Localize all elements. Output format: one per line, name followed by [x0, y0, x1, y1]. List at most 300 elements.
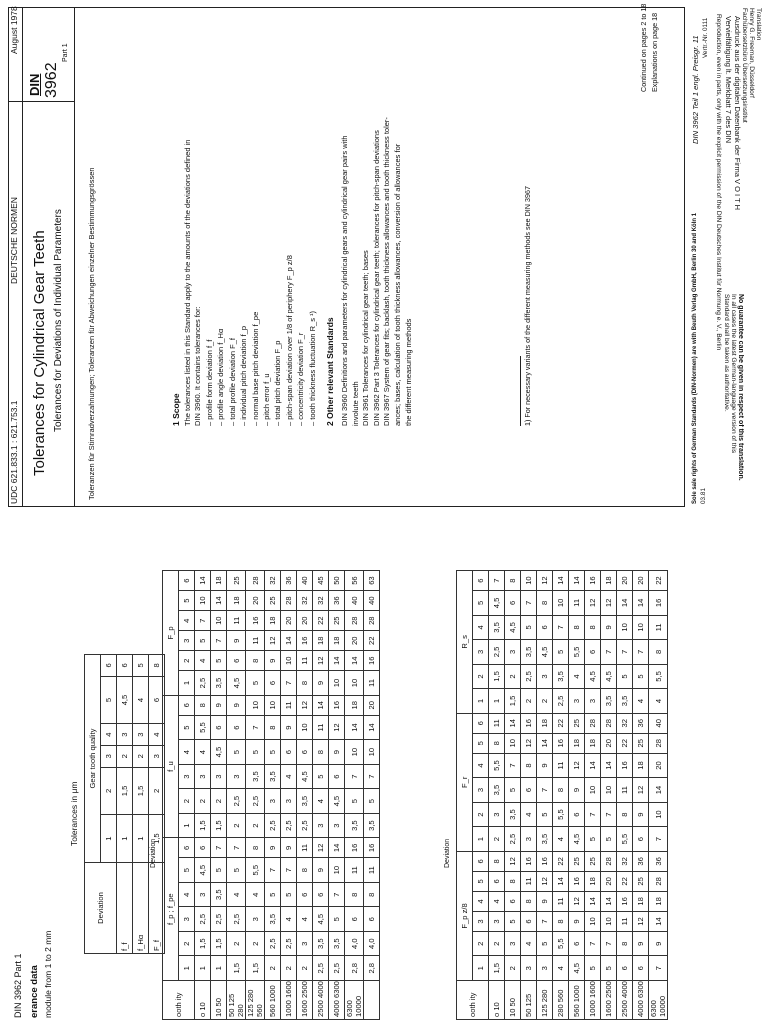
doc-code: 03.81 — [700, 488, 707, 504]
table-cell: 4 — [227, 882, 246, 907]
table-cell: 2 — [101, 767, 117, 815]
table-cell: 11 — [246, 631, 265, 651]
table-cell: 11 — [281, 695, 297, 715]
table-cell: 9 — [569, 911, 585, 931]
table-cell: 1,5 — [117, 767, 133, 815]
table-row — [211, 571, 227, 1020]
table-cell: 14 — [329, 651, 345, 671]
table-cell: 11 — [364, 858, 380, 883]
table-cell: 7 — [489, 571, 505, 591]
table-cell: 6300 10000 — [649, 981, 668, 1020]
table-cell: 14 — [585, 753, 601, 778]
table-cell: 4 — [313, 789, 329, 814]
table-cell: 5 — [473, 733, 489, 753]
table-cell: 5 — [195, 631, 211, 651]
table-cell: 7 — [601, 640, 617, 665]
table-cell: 18 — [569, 733, 585, 753]
table-cell: 10 — [265, 695, 281, 715]
table-cell: 125 280 — [537, 981, 553, 1020]
table-cell: 4,5 — [195, 858, 211, 883]
list-item: DIN 3961 Tolerances for cylindrical gear teeth; bases — [361, 250, 371, 426]
table-cell: 7 — [633, 640, 649, 665]
table-cell: 1600 2500 — [601, 981, 617, 1020]
table-cell: 1,5 — [195, 931, 211, 956]
table-cell: 3 — [149, 745, 165, 767]
table-cell: ooth ity — [457, 981, 489, 1020]
table-cell: 5,5 — [553, 931, 569, 956]
table-cell: 2 — [211, 789, 227, 814]
table-cell: 1 — [473, 956, 489, 981]
table-cell: 3 — [329, 813, 345, 838]
table-cell: f_f — [117, 863, 133, 954]
table-cell: 12 — [313, 651, 329, 671]
table-cell: 3 — [281, 789, 297, 814]
table-cell: 20 — [633, 571, 649, 591]
table-cell: 8 — [265, 715, 281, 740]
table-cell: 5 — [101, 676, 117, 724]
table-cell: 4 — [649, 689, 668, 714]
table-cell: 1,5 — [489, 664, 505, 689]
table-cell: F_f — [149, 863, 165, 954]
din-number: 3962 — [43, 62, 60, 98]
table-cell: 6 — [505, 591, 521, 616]
table-cell: 3 — [195, 764, 211, 789]
continued-note: Continued on pages 2 to 18 — [639, 3, 648, 92]
table-cell: 1 — [179, 956, 195, 981]
table-cell: 5 — [537, 931, 553, 956]
table-cell: 2,5 — [265, 931, 281, 956]
table-cell: 1 — [489, 689, 505, 714]
sale-rights: Sole sale rights of German Standards (DIN-Normen) are with Beuth Verlag GmbH, Berlin 30 and Köln 1 — [692, 212, 698, 504]
table-cell: 2 — [227, 813, 246, 838]
table-cell: 40 — [345, 591, 364, 611]
table-cell: 2 — [473, 802, 489, 827]
table-cell: 11 — [617, 778, 633, 803]
table-cell: 18 — [265, 611, 281, 631]
table-cell: 3 — [297, 931, 313, 956]
table-cell: 4,5 — [569, 956, 585, 981]
table-cell: 14 — [364, 715, 380, 740]
list-item: ances; bases, calculation of tooth thickness allowances, conversion of allowances for — [392, 143, 402, 426]
table-cell: 3 — [265, 789, 281, 814]
table-cell: 4 — [179, 882, 195, 907]
table-cell: 4,5 — [505, 615, 521, 640]
table-cell: 2 — [521, 689, 537, 714]
table-cell: 3 — [521, 827, 537, 852]
table-cell: 36 — [633, 851, 649, 871]
list-item: – profile form deviation f_f — [205, 339, 214, 426]
table-row — [553, 571, 569, 1020]
table-cell: 1 — [133, 815, 149, 863]
table-cell: 7 — [521, 591, 537, 616]
table-cell: 14 — [617, 591, 633, 616]
table-cell: 4 — [133, 676, 149, 724]
table-cell: 50 — [329, 571, 345, 591]
other-standards-heading: 2 Other relevant Standards — [325, 317, 335, 426]
table-cell: 9 — [633, 802, 649, 827]
table-cell: 3 — [195, 882, 211, 907]
table-cell: 3 — [585, 689, 601, 714]
table-cell: 12 — [297, 695, 313, 715]
table-row — [329, 571, 345, 1020]
table-cell: 36 — [329, 591, 345, 611]
table-cell: 63 — [364, 571, 380, 591]
table-cell: 16 — [617, 753, 633, 778]
table-cell: 11 — [553, 891, 569, 911]
table-cell: 18 — [585, 733, 601, 753]
table-cell: 14 — [345, 651, 364, 671]
table-cell: 2 — [179, 931, 195, 956]
table-cell: 8 — [364, 882, 380, 907]
table-cell: f_p ; f_pe — [163, 838, 179, 981]
table-cell: 8 — [246, 838, 265, 858]
table-cell: 9 — [313, 671, 329, 696]
note-line: Translation — [755, 8, 762, 41]
table-cell: 25 — [633, 871, 649, 891]
table-cell: 5 — [601, 956, 617, 981]
table-cell: 3,5 — [345, 813, 364, 838]
table-cell: 2,5 — [227, 789, 246, 814]
table-cell: 9 — [265, 651, 281, 671]
table-cell: 14 — [211, 591, 227, 611]
table-cell: 1,5 — [133, 767, 149, 815]
list-item: – individual pitch deviation f_p — [239, 325, 249, 426]
table-cell: 2,5 — [521, 664, 537, 689]
table-cell: 5 — [281, 882, 297, 907]
note-line: Ausdruck aus der digitalen Datenbank der Firma V O I T H — [733, 16, 742, 210]
table-cell: 14 — [345, 715, 364, 740]
table-row — [227, 571, 246, 1020]
table-cell: 5,5 — [553, 802, 569, 827]
publisher-name: DEUTSCHE NORMEN — [9, 197, 19, 284]
table-cell: 56 — [345, 571, 364, 591]
table-cell: 2,8 — [364, 956, 380, 981]
table-cell: 3 — [521, 956, 537, 981]
table-cell: 6 — [101, 655, 117, 677]
table-cell: 10 — [329, 858, 345, 883]
table-cell: 2500 4000 — [617, 981, 633, 1020]
table-cell: 5 — [246, 740, 265, 765]
table-cell: 2 — [246, 813, 265, 838]
table-cell: 4 — [195, 740, 211, 765]
table-cell: 28 — [585, 713, 601, 733]
table-cell: 3 — [133, 724, 149, 746]
table-cell: 2 — [473, 664, 489, 689]
table-cell: 25 — [585, 851, 601, 871]
table-cell: 25 — [329, 611, 345, 631]
table-cell: 25 — [265, 591, 281, 611]
publication-date: August 1978 — [9, 6, 19, 54]
table-cell: 5 — [521, 615, 537, 640]
table1-deviation-label: Deviation — [150, 838, 157, 868]
table-cell: 4,5 — [211, 740, 227, 765]
table-cell: 5 — [179, 715, 195, 740]
table-cell: 6 — [473, 713, 489, 733]
table-cell: 8 — [553, 911, 569, 931]
table-cell: 10 — [211, 611, 227, 631]
left-page-header: DIN 3962 Part 1 — [13, 953, 23, 1018]
table-cell: 32 — [297, 591, 313, 611]
table-cell: 12 — [569, 753, 585, 778]
table-cell: 125 280 560 — [246, 981, 265, 1020]
table-cell: 6 — [297, 882, 313, 907]
table-cell: 4 — [101, 724, 117, 746]
table-cell: 1,5 — [246, 956, 265, 981]
table-cell: 2,5 — [297, 813, 313, 838]
table-cell: 4 — [473, 753, 489, 778]
table-cell: 10 — [297, 715, 313, 740]
table-cell: 7 — [364, 764, 380, 789]
table-row — [601, 571, 617, 1020]
table-cell: 16 — [364, 838, 380, 858]
table-cell: 8 — [521, 753, 537, 778]
table-cell: 5 — [601, 827, 617, 852]
table-cell: 9 — [633, 931, 649, 956]
table-cell: 3 — [117, 724, 133, 746]
table-cell: 25 — [569, 713, 585, 733]
table-cell: 16 — [329, 695, 345, 715]
table-row — [85, 655, 101, 954]
table-cell: 10 — [617, 615, 633, 640]
tolerance-table-2 — [456, 570, 668, 1020]
table-cell: 3,5 — [489, 615, 505, 640]
table-cell: 5 — [364, 789, 380, 814]
table-row — [617, 571, 633, 1020]
table-cell: 18 — [227, 591, 246, 611]
table-cell: 12 — [633, 778, 649, 803]
table-cell: 16 — [617, 891, 633, 911]
table-cell: 10 — [585, 778, 601, 803]
table-cell: 5 — [227, 858, 246, 883]
table-row — [569, 571, 585, 1020]
table-row — [457, 571, 473, 1020]
table-cell: 6 — [265, 671, 281, 696]
table-row — [473, 571, 489, 1020]
table-cell: 3 — [179, 631, 195, 651]
table-cell: 4 — [281, 907, 297, 932]
table-cell: 4 — [489, 891, 505, 911]
table-cell: 25 — [227, 571, 246, 591]
table-cell: 2,5 — [265, 813, 281, 838]
table-cell: F_r — [457, 713, 473, 851]
table-cell: 3 — [473, 640, 489, 665]
table-cell: 18 — [585, 871, 601, 891]
table-cell: 4 — [195, 651, 211, 671]
table-cell: 28 — [649, 733, 668, 753]
table-cell: 18 — [601, 571, 617, 591]
table-cell: 2 — [149, 767, 165, 815]
table-cell: 1 — [117, 815, 133, 863]
table-row — [179, 571, 195, 1020]
table-cell: 3,5 — [489, 778, 505, 803]
table-cell: 9 — [537, 891, 553, 911]
table-cell: 6 — [227, 715, 246, 740]
table-cell: 16 — [521, 713, 537, 733]
list-item: – total pitch deviation F_p — [273, 340, 283, 426]
table-cell: 1 — [195, 956, 211, 981]
table-cell: 5 — [345, 789, 364, 814]
table-cell: 7 — [265, 858, 281, 883]
table-cell: 3 — [505, 931, 521, 956]
table-cell: 5 — [265, 882, 281, 907]
table-cell: 16 — [345, 838, 364, 858]
table-cell: 9 — [227, 631, 246, 651]
scope-list — [204, 255, 318, 426]
table-cell: 7 — [505, 753, 521, 778]
table-cell: 5 — [211, 858, 227, 883]
table-cell: 3 — [473, 778, 489, 803]
table-cell: 2,5 — [195, 671, 211, 696]
table-cell: 2,5 — [281, 931, 297, 956]
table-cell: 16 — [569, 871, 585, 891]
table-cell: 6 — [227, 651, 246, 671]
note-line: No guarantee can be given in respect of this translation. — [737, 294, 744, 481]
table-cell: 28 — [364, 611, 380, 631]
table-cell: 11 — [649, 615, 668, 640]
table-cell: 10 — [246, 695, 265, 715]
table-cell: 10 — [601, 778, 617, 803]
table-cell: 8 — [617, 931, 633, 956]
table-cell: 6 — [195, 838, 211, 858]
table-cell: 3,5 — [265, 907, 281, 932]
table-cell: 2,5 — [227, 907, 246, 932]
table-cell: 2,5 — [246, 789, 265, 814]
table-cell: 2,5 — [313, 956, 329, 981]
table-cell: 6 — [633, 956, 649, 981]
table-cell: 5 — [179, 591, 195, 611]
table-cell: 5 — [505, 778, 521, 803]
table-cell: 3 — [179, 764, 195, 789]
table-cell: 7 — [649, 827, 668, 852]
din-part: Part 1 — [62, 43, 69, 62]
header-divider — [74, 7, 75, 507]
table-cell: 2,5 — [489, 640, 505, 665]
table-row — [281, 571, 297, 1020]
table-cell: 7 — [329, 882, 345, 907]
table-cell: 14 — [633, 591, 649, 616]
table-cell: o 10 — [489, 981, 505, 1020]
table-cell: 3,5 — [313, 931, 329, 956]
table-cell: 560 1000 — [265, 981, 281, 1020]
table-cell: 8 — [297, 671, 313, 696]
table-cell: 4 — [473, 891, 489, 911]
print-note — [724, 16, 742, 210]
table-cell: 28 — [601, 851, 617, 871]
table-cell: 4,5 — [313, 907, 329, 932]
table-cell: 6 — [521, 911, 537, 931]
table-cell: 1 — [101, 815, 117, 863]
table-cell: 7 — [585, 802, 601, 827]
table-cell: 14 — [329, 838, 345, 858]
table-cell: 11 — [297, 651, 313, 671]
table-cell: 10 — [505, 733, 521, 753]
table-cell: 3 — [489, 911, 505, 931]
table-cell: 36 — [633, 713, 649, 733]
table-cell: 20 — [601, 733, 617, 753]
table-cell: 6 — [281, 740, 297, 765]
table-cell: 3,5 — [553, 664, 569, 689]
table-cell: 6 — [345, 907, 364, 932]
table-cell: 18 — [633, 891, 649, 911]
table-cell: 1,5 — [195, 813, 211, 838]
table-cell: 5,5 — [195, 715, 211, 740]
table-cell: 18 — [633, 753, 649, 778]
table-cell: 18 — [537, 713, 553, 733]
list-item: – profile angle deviation f_Hα — [216, 328, 226, 426]
table-cell: 10 — [521, 571, 537, 591]
table-cell: 3 — [473, 911, 489, 931]
udc-number: UDC 621.833.1 : 621.753.1 — [9, 400, 19, 504]
table-cell: 3,5 — [601, 689, 617, 714]
table-cell: 4,5 — [117, 676, 133, 724]
table-cell: 16 — [297, 631, 313, 651]
table-cell: Deviation — [85, 863, 117, 954]
table-cell: 8 — [649, 640, 668, 665]
table-cell: 11 — [297, 838, 313, 858]
table-cell: 7 — [211, 631, 227, 651]
table-cell: 1 — [211, 956, 227, 981]
table-cell: 4,0 — [345, 931, 364, 956]
table-cell: 8 — [505, 871, 521, 891]
table-cell: 6 — [329, 764, 345, 789]
table-cell: 2 — [133, 745, 149, 767]
table-cell: 9 — [211, 695, 227, 715]
table-cell: 4 — [553, 956, 569, 981]
table-cell: 3,5 — [211, 671, 227, 696]
table-cell: 32 — [617, 713, 633, 733]
table-cell: 14 — [569, 571, 585, 591]
table-cell: 28 — [649, 871, 668, 891]
table-cell: 16 — [521, 851, 537, 871]
note-line: Vervielfältigung lt. Merkblatt 7 des DIN — [724, 16, 733, 144]
table-cell: 12 — [265, 631, 281, 651]
table-cell: 4 — [553, 827, 569, 852]
table-cell: 12 — [569, 891, 585, 911]
table-row — [313, 571, 329, 1020]
table-cell: 6 — [617, 956, 633, 981]
table-row — [195, 571, 211, 1020]
table-cell: 28 — [246, 571, 265, 591]
table-cell: 4 — [179, 611, 195, 631]
table-cell: f_Hα — [133, 863, 149, 954]
table-cell: 1 — [473, 689, 489, 714]
table-cell: 1,5 — [227, 956, 246, 981]
table-cell: 2 — [297, 956, 313, 981]
translator-note — [741, 8, 762, 123]
table-cell: 20 — [617, 571, 633, 591]
table-cell: 5 — [585, 956, 601, 981]
list-item: the different measuring methods — [403, 318, 413, 426]
table-cell: 2,5 — [281, 813, 297, 838]
table-cell: 4 — [281, 764, 297, 789]
table-cell: 5 — [585, 827, 601, 852]
table-cell: 3 — [537, 664, 553, 689]
table-cell: 10 — [585, 911, 601, 931]
table-cell: 2 — [489, 931, 505, 956]
table-cell: 4,5 — [329, 789, 345, 814]
note-no-guarantee — [723, 294, 744, 481]
table-cell: 6 — [117, 655, 133, 677]
table-row — [537, 571, 553, 1020]
quality-table — [84, 654, 165, 954]
table-cell: 5 — [211, 651, 227, 671]
note-line: In all cases the latest German-language version of this — [730, 294, 737, 454]
table-cell: 4 — [633, 689, 649, 714]
table-cell: 22 — [313, 611, 329, 631]
table-cell: 7 — [246, 715, 265, 740]
table-row — [585, 571, 601, 1020]
table-cell: 22 — [649, 571, 668, 591]
